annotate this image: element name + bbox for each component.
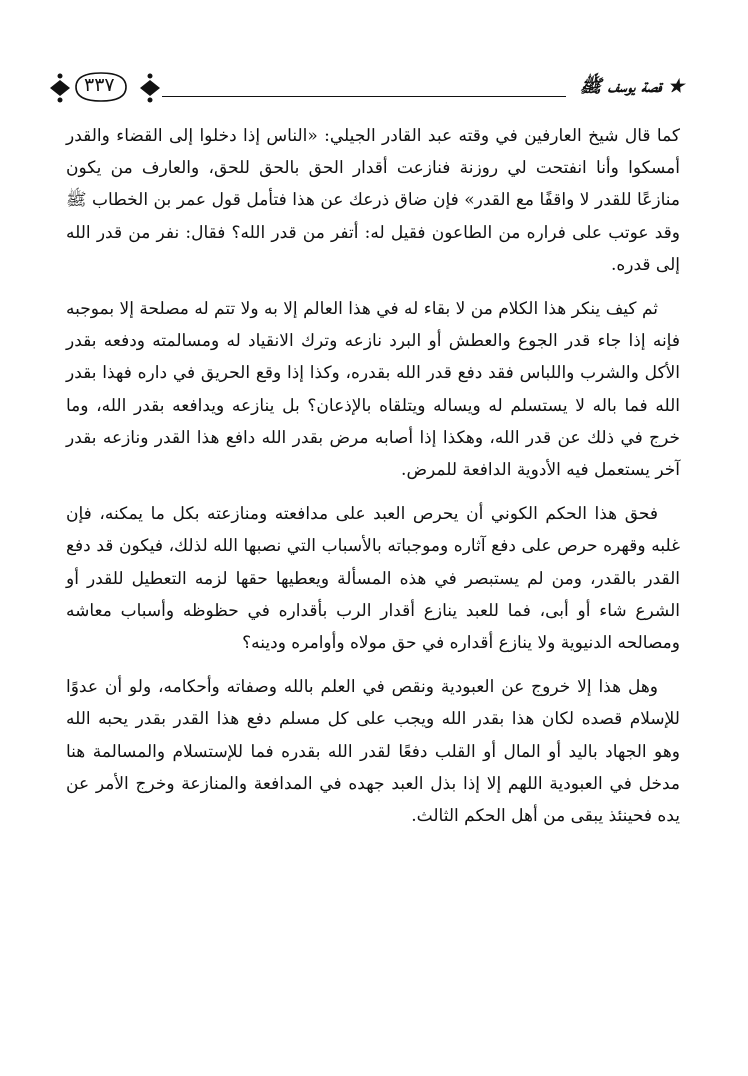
main-text — [66, 120, 680, 844]
paragraph: كما قال شيخ العارفين في وقته عبد القادر الجيلي: «الناس إذا دخلوا إلى القضاء والقدر أمسكوا وأنا انفتحت لي روزنة فنازعت أقدار الحق بالحق للحق، والعارف من يكون منازعًا للقدر لا واقفًا مع القدر» فإن ضاق ذرعك عن هذا فتأمل قول عمر بن الخطاب ﷺ وقد عوتب على فراره من الطاعون فقيل له: أتفر من قدر الله؟ فقال: نفر من قدر الله إلى قدره. — [66, 126, 680, 275]
right-ornament-icon — [136, 70, 162, 106]
header-rule — [162, 96, 566, 97]
running-title: ★ قصة يوسف ﷺ — [579, 76, 684, 97]
page-header — [48, 62, 684, 118]
paragraph: ثم كيف ينكر هذا الكلام من لا بقاء له في هذا العالم إلا به ولا تتم له مصلحة إلا بموجبه فإنه إذا جاء قدر الجوع والعطش أو البرد نازعه وترك الانقياد له ومسالمته ودفعه بقدر الأكل والشرب واللباس فقد دفع قدر الله بقدره، وكذا إذا وقع الحريق في داره فهذا بقدر الله فما باله لا يستسلم له ويساله ويتلقاه بالإذعان؟ بل ينازعه ويدافعه بقدر الله، وما خرج في ذلك عن قدر الله، وهكذا إذا أصابه مرض بقدر الله دافع هذا القدر ونازعه بقدر آخر يستعمل فيه الأدوية الدافعة للمرض. — [66, 299, 680, 481]
page-number: ٣٣٧ — [84, 74, 115, 96]
paragraph: فحق هذا الحكم الكوني أن يحرص العبد على مدافعته ومنازعته بكل ما يمكنه، فإن غلبه وقهره حرص على دفع آثاره وموجباته بالأسباب التي نصبها الله لذلك، فيكون قد دفع القدر بالقدر، ومن لم يستبصر في هذه المسألة ويعطيها حقها لزمه التعطيل للقدر أو الشرع شاء أو أبى، فما للعبد ينازع أقدار الرب بأقداره في حظوظه وأسباب معاشه ومصالحه الدنيوية ولا ينازع أقداره في حق مولاه وأوامره ودينه؟ — [66, 504, 680, 654]
paragraph: وهل هذا إلا خروج عن العبودية ونقص في العلم بالله وصفاته وأحكامه، ولو أن عدوًا للإسلام قصده لكان هذا بقدر الله ويجب على كل مسلم دفع هذا القدر بقدر يحبه الله وهو الجهاد باليد أو المال أو القلب دفعًا لقدر الله بقدره فما للإستسلام والمسالمة هنا مدخل في العبودية اللهم إلا إذا بذل العبد جهده في المدافعة والمنازعة وخرج الأمر عن يده فحينئذ يبقى من أهل الحكم الثالث. — [66, 677, 680, 827]
